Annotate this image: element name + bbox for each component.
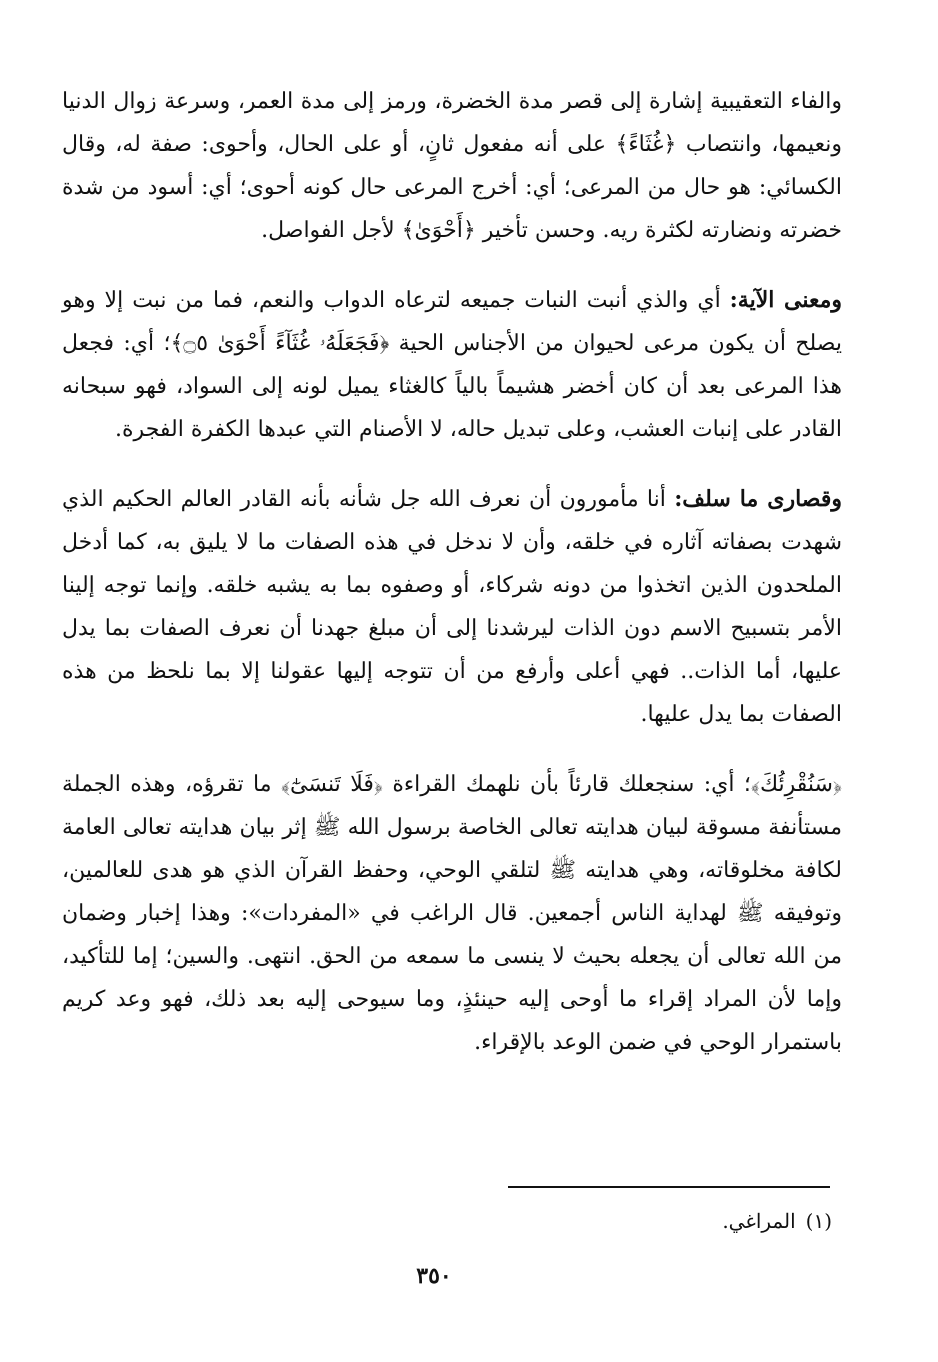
body-text bbox=[62, 80, 842, 1091]
footnote-marker: (١) bbox=[805, 1209, 832, 1233]
footnote bbox=[722, 1206, 832, 1236]
page-number: ٣٥٠ bbox=[416, 1263, 452, 1289]
paragraph bbox=[62, 763, 842, 1064]
footnote-text: المراغي. bbox=[722, 1209, 796, 1233]
paragraph-text: أنا مأمورون أن نعرف الله جل شأنه بأنه القادر العالم الحكيم الذي شهدت بصفاته آثاره في خلقه، وأن لا ندخل في هذه الصفات ما لا يليق به، كما أدخل الملحدون الذين اتخذوا من دونه شركاء، أو وصفوه بما به يشبه خلقه. وإنما توجه إلينا الأمر بتسبيح الاسم دون الذات ليرشدنا إلى أن مبلغ جهدنا أن نعرف الصفات بما يدل عليها، أما الذات.. فهي أعلى وأرفع من أن تتوجه إليها عقولنا إلا بما نلحظ من هذه الصفات بما يدل عليها. bbox=[62, 487, 842, 727]
paragraph bbox=[62, 80, 842, 252]
paragraph-text: والفاء التعقيبية إشارة إلى قصر مدة الخضرة، ورمز إلى مدة العمر، وسرعة زوال الدنيا ونعيمها، وانتصاب ﴿غُثَاءً﴾ على أنه مفعول ثانٍ، أو على الحال، وأحوى: صفة له، وقال الكسائي: هو حال من المرعى؛ أي: أخرج المرعى حال كونه أحوى؛ أي: أسود من شدة خضرته ونضارته لكثرة ريه. وحسن تأخير ﴿أَحْوَىٰ﴾ لأجل الفواصل. bbox=[62, 89, 842, 243]
paragraph-text: أي والذي أنبت النبات جميعه لترعاه الدواب والنعم، فما من نبت إلا وهو يصلح أن يكون مرعى لحيوان من الأجناس الحية ﴿فَجَعَلَهُۥ غُثَآءً أَحْوَىٰ ۝٥﴾؛ أي: فجعل هذا المرعى بعد أن كان أخضر هشيماً بالياً كالغثاء يميل لونه إلى السواد، فهو سبحانه القادر على إنبات العشب، وعلى تبديل حاله، لا الأصنام التي عبدها الكفرة الفجرة. bbox=[62, 288, 842, 442]
paragraph bbox=[62, 478, 842, 736]
paragraph bbox=[62, 279, 842, 451]
paragraph-lead: ومعنى الآية: bbox=[729, 287, 843, 313]
footnote-divider bbox=[508, 1186, 830, 1188]
paragraph-text: ﴿سَنُقْرِئُكَ﴾؛ أي: سنجعلك قارئاً بأن نلهمك القراءة ﴿فَلَا تَنسَىٰٓ﴾ ما تقرؤه، وهذه الجملة مستأنفة مسوقة لبيان هدايته تعالى الخاصة برسول الله ﷺ إثر بيان هدايته تعالى العامة لكافة مخلوقاته، وهي هدايته ﷺ لتلقي الوحي، وحفظ القرآن الذي هو هدى للعالمين، وتوفيقه ﷺ لهداية الناس أجمعين. قال الراغب في «المفردات»: وهذا إخبار وضمان من الله تعالى أن يجعله بحيث لا ينسى ما سمعه من الحق. انتهى. والسين؛ إما للتأكيد، وإما لأن المراد إقراء ما أوحى إليه حينئذٍ، وما سيوحى إليه بعد ذلك، فهو وعد كريم باستمرار الوحي في ضمن الوعد بالإقراء. bbox=[62, 772, 843, 1055]
paragraph-lead: وقصارى ما سلف: bbox=[674, 486, 843, 512]
